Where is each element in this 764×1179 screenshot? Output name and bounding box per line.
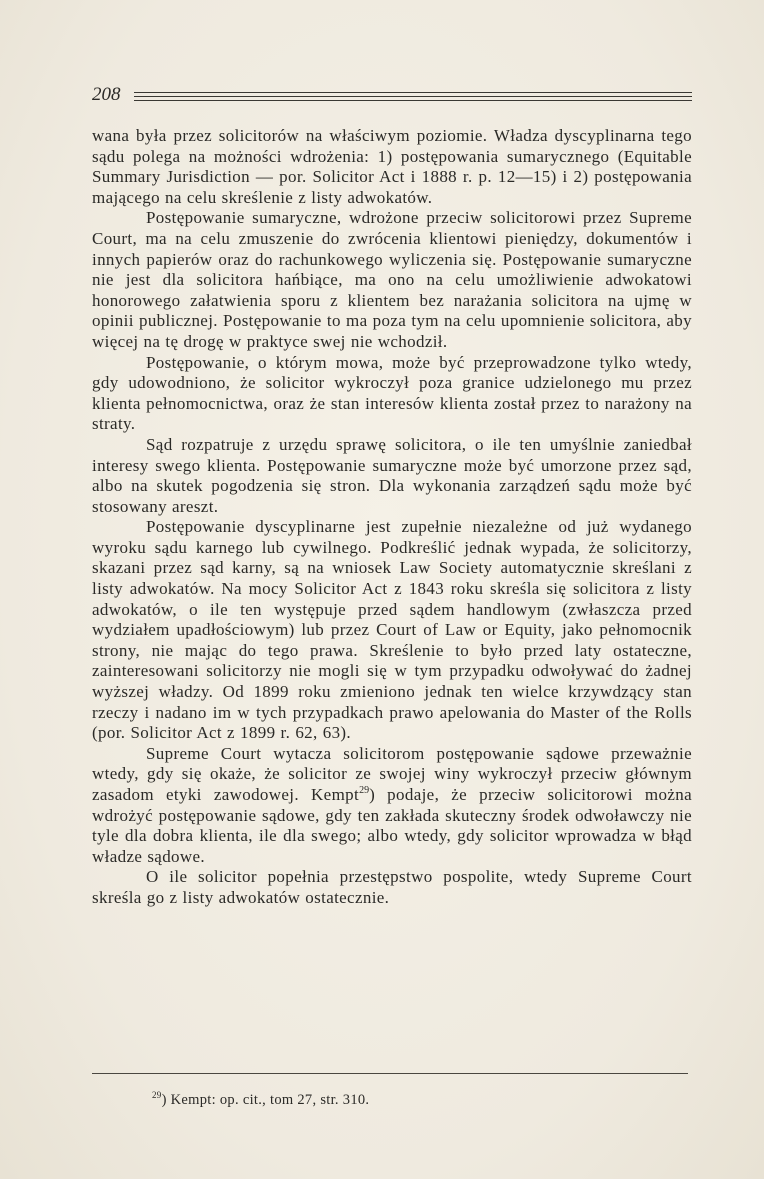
- paragraph: [92, 744, 692, 868]
- paragraph: Postępowanie sumaryczne, wdrożone przeciw solicitorowi przez Supreme Court, ma na celu zmuszenie do zwrócenia klientowi pieniędzy, dokumentów i innych papierów oraz do rachunkowego wyliczenia się. Postępowanie sumaryczne nie jest dla solicitora hańbiące, ma ono na celu umożliwienie adwokatowi honorowego załatwienia sporu z klientem bez narażania solicitora na ujmę w opinii publicznej. Postępowanie to ma poza tym na celu upomnienie solicitora, aby więcej na tę drogę w praktyce swej nie wchodził.: [92, 208, 692, 351]
- footnote-mark: 29: [152, 1090, 162, 1100]
- header-rule-line: [134, 92, 692, 93]
- footnote: [152, 1091, 672, 1109]
- footnote-reference: 29: [359, 785, 370, 796]
- paragraph: wana była przez solicitorów na właściwym poziomie. Władza dyscyplinarna tego sądu polega na możności wdrożenia: 1) postępowania sumarycznego (Equitable Summary Jurisdiction — por. Solicitor Act i 1888 r. p. 12—15) i 2) postępowania mającego na celu skreślenie z listy adwokatów.: [92, 126, 692, 207]
- page-number: 208: [92, 84, 121, 105]
- paragraph-text: Supreme Court wytacza solicitorom postępowanie sądowe przeważnie wtedy, gdy się okaże, że solicitor ze swojej winy wykroczył przeciw głównym zasadom etyki zawodowej. Kempt: [92, 743, 692, 804]
- body-text: [92, 126, 692, 909]
- paragraph: Postępowanie dyscyplinarne jest zupełnie niezależne od już wydanego wyroku sądu karnego lub cywilnego. Podkreślić jednak wypada, że solicitorzy, skazani przez sąd karny, są na wniosek Law Society automatycznie skreślani z listy adwokatów. Na mocy Solicitor Act z 1843 roku skreśla się solicitora z listy adwokatów, o ile ten występuje przed sądem handlowym (zwłaszcza przed wydziałem upadłościowym) lub przez Court of Law or Equity, jako pełnomocnik strony, nie mając do tego prawa. Skreślenie to było przed laty ostateczne, zainteresowani solicitorzy nie mogli się w tym przypadku odwoływać do żadnej wyższej władzy. Od 1899 roku zmieniono jednak ten wielce krzywdzący stan rzeczy i nadano im w tych przypadkach prawo apelowania do Master of the Rolls (por. Solicitor Act z 1899 r. 62, 63).: [92, 517, 692, 743]
- footnote-separator: [92, 1073, 688, 1074]
- page-header: [92, 84, 692, 108]
- header-rule-line: [134, 96, 692, 97]
- footnote-text: ) Kempt: op. cit., tom 27, str. 310.: [161, 1092, 370, 1108]
- paragraph: Postępowanie, o którym mowa, może być przeprowadzone tylko wtedy, gdy udowodniono, że solicitor wykroczył poza granice udzielonego mu przez klienta pełnomocnictwa, oraz że stan interesów klienta został przez to narażony na straty.: [92, 352, 692, 434]
- paragraph: O ile solicitor popełnia przestępstwo pospolite, wtedy Supreme Court skreśla go z listy adwokatów ostatecznie.: [92, 867, 692, 907]
- header-rule: [134, 92, 692, 102]
- paragraph-text: ) podaje, że przeciw solicitorowi można wdrożyć postępowanie sądowe, gdy ten zakłada skuteczny środek odwoławczy nie tyle dla dobra klienta, ile dla swego; albo wtedy, gdy solicitor wprowadza w błąd władze sądowe.: [92, 785, 692, 866]
- paragraph: Sąd rozpatruje z urzędu sprawę solicitora, o ile ten umyślnie zaniedbał interesy swego klienta. Postępowanie sumaryczne może być umorzone przez sąd, albo na skutek pogodzenia się stron. Dla wykonania zarządzeń sądu może być stosowany areszt.: [92, 434, 692, 516]
- header-rule-line: [134, 100, 692, 101]
